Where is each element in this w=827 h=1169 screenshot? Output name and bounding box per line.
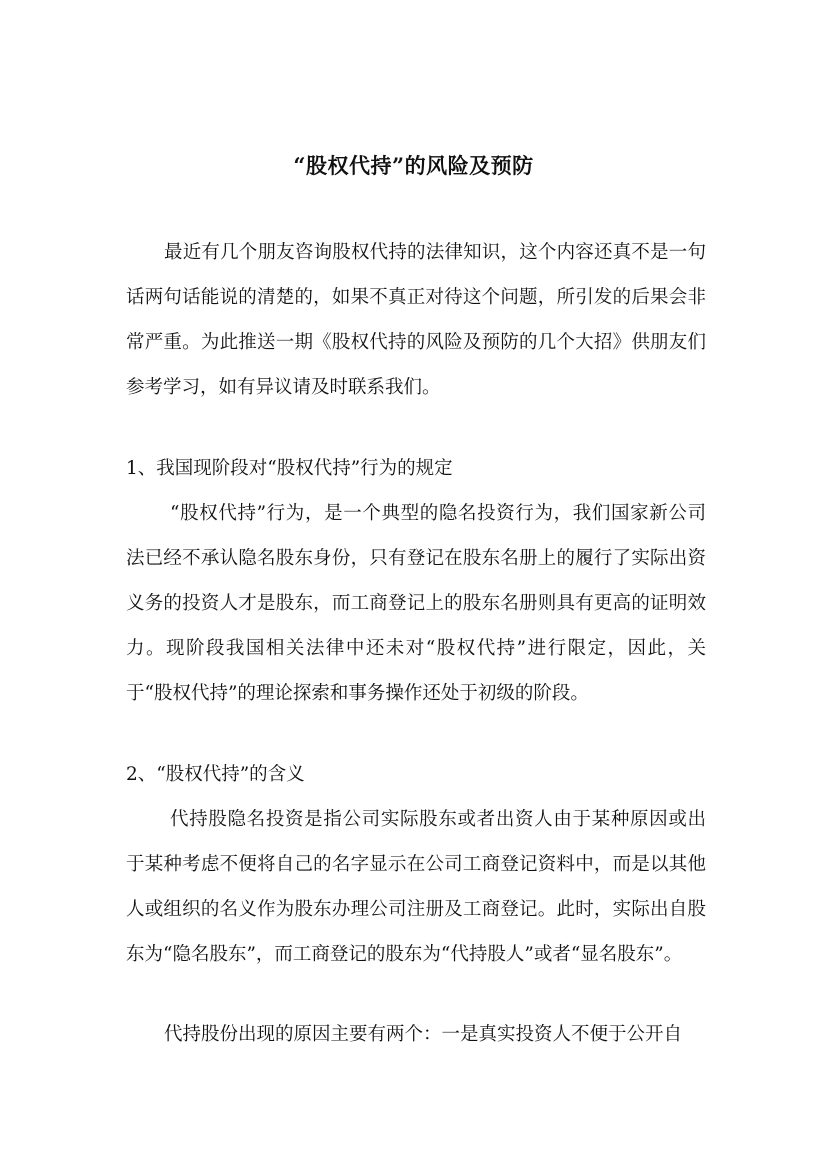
intro-paragraph: 最近有几个朋友咨询股权代持的法律知识，这个内容还真不是一句话两句话能说的清楚的，如果不真正对待这个问题，所引发的后果会非常严重。为此推送一期《股权代持的风险及预防的几个大招》供朋友们参考学习，如有异议请及时联系我们。: [126, 242, 706, 398]
section-1-paragraph: “股权代持”行为，是一个典型的隐名投资行为，我们国家新公司法已经不承认隐名股东身份，只有登记在股东名册上的履行了实际出资义务的投资人才是股东，而工商登记上的股东名册则具有更高的证明效力。现阶段我国相关法律中还未对“股权代持”进行限定，因此，关于“股权代持”的理论探索和事务操作还处于初级的阶段。: [126, 503, 706, 704]
section-2-paragraph-2: 代持股份出现的原因主要有两个：一是真实投资人不便于公开自: [164, 1024, 683, 1045]
page-title: “股权代持”的风险及预防: [293, 153, 534, 178]
section-1-heading: 1、我国现阶段对“股权代持”行为的规定: [126, 458, 453, 479]
section-2-heading: 2、“股权代持”的含义: [126, 764, 305, 785]
section-2-paragraph-1: 代持股隐名投资是指公司实际股东或者出资人由于某种原因或出于某种考虑不便将自己的名字显示在公司工商登记资料中，而是以其他人或组织的名义作为股东办理公司注册及工商登记。此时，实际出自股东为“隐名股东”，而工商登记的股东为“代持股人”或者“显名股东”。: [126, 809, 706, 965]
